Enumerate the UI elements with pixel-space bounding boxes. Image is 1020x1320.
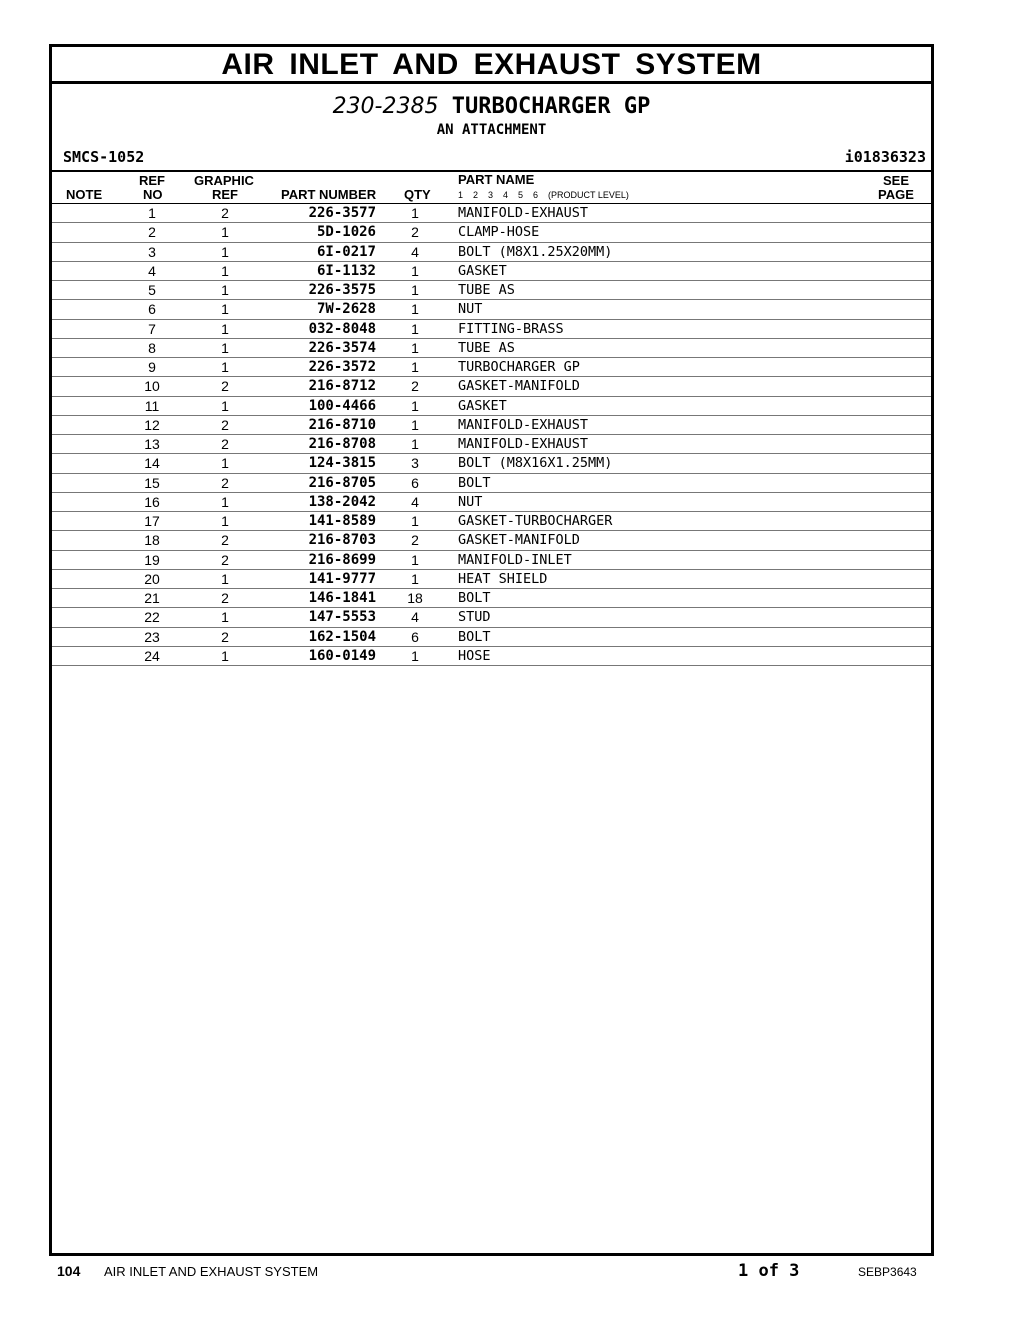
quantity: 4: [411, 609, 419, 626]
quantity: 1: [411, 436, 419, 452]
ref-no: 1: [148, 205, 156, 221]
ref-no: 24: [144, 647, 160, 664]
quantity: 1: [411, 320, 419, 337]
table-row: [52, 339, 931, 358]
graphic-ref: 1: [221, 493, 229, 510]
col-part-number: PART NUMBER: [281, 187, 377, 202]
part-number: 124-3815: [308, 455, 376, 472]
quantity: 1: [411, 551, 419, 568]
graphic-ref: 2: [221, 474, 229, 491]
table-row: [52, 570, 931, 589]
part-number: 216-8710: [308, 416, 376, 433]
page-footer: [0, 1261, 1020, 1281]
part-number: 7W-2628: [316, 301, 376, 318]
ref-no: 21: [144, 590, 160, 606]
part-number: 226-3575: [308, 282, 376, 298]
section-title: AIR INLET AND EXHAUST SYSTEM: [52, 47, 931, 84]
graphic-ref: 1: [221, 243, 229, 260]
ref-no: 10: [144, 378, 160, 395]
ref-no: 2: [148, 224, 156, 241]
part-number: 100-4466: [308, 397, 376, 414]
quantity: 6: [411, 474, 419, 491]
table-row: [52, 647, 931, 666]
ref-no: 7: [148, 320, 156, 337]
part-name: MANIFOLD-INLET: [458, 551, 572, 568]
illustration-id: i01836323: [844, 148, 926, 166]
table-row: [52, 281, 931, 300]
part-name: GASKET: [458, 397, 507, 414]
part-name: CLAMP-HOSE: [458, 224, 540, 241]
ref-no: 14: [144, 455, 160, 472]
col-note: NOTE: [66, 187, 103, 202]
graphic-ref: 2: [221, 205, 229, 221]
col-part-name: PART NAME: [458, 172, 535, 187]
graphic-ref: 2: [221, 590, 229, 606]
ref-no: 16: [144, 493, 160, 510]
part-name: BOLT: [458, 474, 491, 491]
graphic-ref: 1: [221, 570, 229, 587]
table-row: [52, 454, 931, 473]
part-name: HOSE: [458, 647, 491, 664]
quantity: 1: [411, 339, 419, 356]
table-row: [52, 416, 931, 435]
col-graphic-bottom: REF: [212, 187, 238, 202]
quantity: 1: [411, 301, 419, 318]
quantity: 4: [411, 493, 419, 510]
graphic-ref: 2: [221, 551, 229, 568]
document-number: SEBP3643: [858, 1265, 917, 1279]
ref-no: 13: [144, 436, 160, 452]
col-ref-top: REF: [139, 173, 165, 188]
part-name: GASKET-TURBOCHARGER: [458, 513, 613, 529]
ref-no: 22: [144, 609, 160, 626]
table-row: [52, 358, 931, 377]
graphic-ref: 1: [221, 609, 229, 626]
part-number: 141-8589: [308, 513, 376, 529]
smcs-code: SMCS-1052: [63, 148, 145, 166]
table-row: [52, 531, 931, 550]
quantity: 1: [411, 416, 419, 433]
part-name: STUD: [458, 609, 491, 626]
graphic-ref: 1: [221, 339, 229, 356]
ref-no: 20: [144, 570, 160, 587]
group-subtitle: AN ATTACHMENT: [436, 122, 547, 138]
part-name: TUBE AS: [458, 339, 515, 356]
part-number: 216-8708: [308, 436, 376, 452]
quantity: 4: [411, 243, 419, 260]
ref-no: 23: [144, 628, 160, 645]
table-row: [52, 589, 931, 608]
part-name: BOLT (M8X1.25X20MM): [458, 243, 613, 260]
ref-no: 18: [144, 532, 160, 549]
ref-no: 19: [144, 551, 160, 568]
table-row: [52, 397, 931, 416]
table-row: [52, 320, 931, 339]
quantity: 1: [411, 513, 419, 529]
table-row: [52, 493, 931, 512]
part-number: 226-3572: [308, 359, 376, 375]
graphic-ref: 1: [221, 455, 229, 472]
table-row: [52, 300, 931, 319]
parts-table: [52, 204, 931, 666]
part-number: 6I-1132: [316, 262, 376, 279]
part-number: 5D-1026: [316, 224, 376, 241]
col-ref-bottom: NO: [143, 187, 163, 202]
column-headers: [52, 172, 931, 204]
part-name: GASKET-MANIFOLD: [458, 378, 580, 395]
part-number: 216-8699: [308, 551, 376, 568]
graphic-ref: 1: [221, 224, 229, 241]
col-see-top: SEE: [883, 173, 910, 188]
parts-list-frame: [49, 44, 934, 1256]
part-name: BOLT: [458, 628, 491, 645]
col-see-bottom: PAGE: [878, 187, 914, 202]
group-name: TURBOCHARGER GP: [451, 94, 651, 119]
graphic-ref: 1: [221, 513, 229, 529]
part-number: 6I-0217: [316, 243, 376, 260]
group-number: 230-2385: [332, 94, 439, 119]
part-name: FITTING-BRASS: [458, 320, 564, 337]
part-name: HEAT SHIELD: [458, 570, 548, 587]
quantity: 18: [407, 590, 423, 606]
part-name: BOLT (M8X16X1.25MM): [458, 455, 613, 472]
quantity: 1: [411, 397, 419, 414]
graphic-ref: 1: [221, 282, 229, 298]
part-name: TUBE AS: [458, 282, 515, 298]
graphic-ref: 1: [221, 320, 229, 337]
graphic-ref: 2: [221, 416, 229, 433]
part-number: 032-8048: [308, 320, 376, 337]
graphic-ref: 1: [221, 359, 229, 375]
page-number: 104: [57, 1263, 81, 1279]
part-number: 226-3577: [308, 205, 376, 221]
part-number: 226-3574: [308, 339, 376, 356]
graphic-ref: 1: [221, 301, 229, 318]
ref-no: 5: [148, 282, 156, 298]
quantity: 1: [411, 570, 419, 587]
sheet-indicator: 1 of 3: [738, 1261, 800, 1281]
part-number: 147-5553: [308, 609, 376, 626]
quantity: 2: [411, 224, 419, 241]
group-header: [52, 84, 931, 172]
part-name: NUT: [458, 493, 483, 510]
quantity: 1: [411, 205, 419, 221]
quantity: 1: [411, 647, 419, 664]
col-qty: QTY: [404, 187, 431, 202]
graphic-ref: 1: [221, 397, 229, 414]
footer-title: AIR INLET AND EXHAUST SYSTEM: [104, 1264, 319, 1279]
table-row: [52, 608, 931, 627]
part-name: MANIFOLD-EXHAUST: [458, 436, 589, 452]
part-name: NUT: [458, 301, 483, 318]
part-number: 216-8712: [308, 378, 376, 395]
table-row: [52, 223, 931, 242]
quantity: 6: [411, 628, 419, 645]
table-row: [52, 628, 931, 647]
ref-no: 4: [148, 262, 156, 279]
part-number: 216-8703: [308, 532, 376, 549]
part-name: GASKET-MANIFOLD: [458, 532, 580, 549]
group-title: [52, 94, 931, 119]
table-row: [52, 204, 931, 223]
part-number: 160-0149: [308, 647, 376, 664]
quantity: 3: [411, 455, 419, 472]
graphic-ref: 2: [221, 378, 229, 395]
part-name: BOLT: [458, 590, 491, 606]
part-name: GASKET: [458, 262, 507, 279]
quantity: 1: [411, 262, 419, 279]
quantity: 2: [411, 532, 419, 549]
table-row: [52, 377, 931, 396]
ref-no: 17: [144, 513, 160, 529]
graphic-ref: 1: [221, 647, 229, 664]
ref-no: 15: [144, 474, 160, 491]
part-number: 138-2042: [308, 493, 376, 510]
table-row: [52, 262, 931, 281]
ref-no: 11: [144, 397, 160, 414]
graphic-ref: 2: [221, 532, 229, 549]
table-row: [52, 512, 931, 531]
part-number: 162-1504: [308, 628, 376, 645]
ref-no: 3: [148, 243, 156, 260]
quantity: 1: [411, 282, 419, 298]
part-number: 141-9777: [308, 570, 376, 587]
col-graphic-top: GRAPHIC: [194, 173, 254, 188]
part-name: MANIFOLD-EXHAUST: [458, 205, 589, 221]
quantity: 1: [411, 359, 419, 375]
col-product-level: 1 2 3 4 5 6 (PRODUCT LEVEL): [458, 190, 629, 200]
part-name: MANIFOLD-EXHAUST: [458, 416, 589, 433]
table-row: [52, 474, 931, 493]
part-number: 146-1841: [308, 590, 376, 606]
graphic-ref: 1: [221, 262, 229, 279]
ref-no: 12: [144, 416, 160, 433]
part-number: 216-8705: [308, 474, 376, 491]
quantity: 2: [411, 378, 419, 395]
ref-no: 8: [148, 339, 156, 356]
table-row: [52, 551, 931, 570]
part-name: TURBOCHARGER GP: [458, 359, 580, 375]
table-row: [52, 243, 931, 262]
table-row: [52, 435, 931, 454]
graphic-ref: 2: [221, 436, 229, 452]
graphic-ref: 2: [221, 628, 229, 645]
ref-no: 9: [148, 359, 156, 375]
ref-no: 6: [148, 301, 156, 318]
